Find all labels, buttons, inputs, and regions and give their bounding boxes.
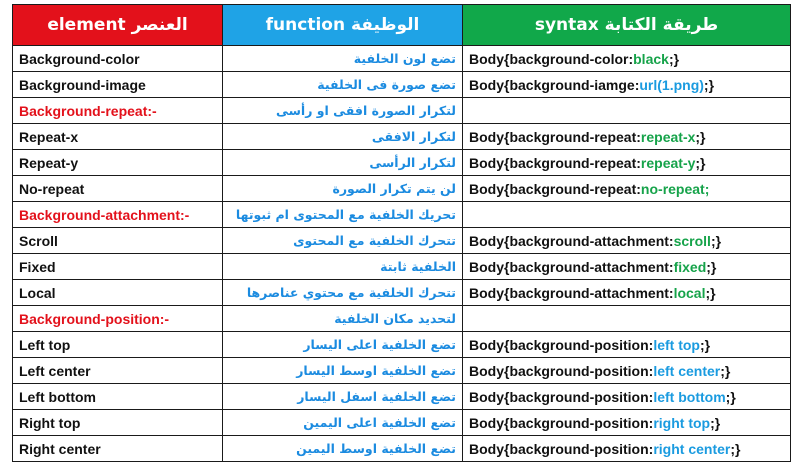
syntax-cell [463, 280, 791, 306]
element-cell: Repeat-x [13, 124, 223, 150]
syntax-cell [463, 202, 791, 228]
syntax-value: right top [653, 414, 711, 431]
function-cell: تضع الخلفية اوسط اليمين [223, 436, 463, 462]
element-cell: Left top [13, 332, 223, 358]
table-row [13, 384, 791, 410]
table-header-row [13, 5, 791, 46]
function-cell: لتكرار الصورة افقى او رأسى [223, 98, 463, 124]
element-cell: Left center [13, 358, 223, 384]
header-function-ar: الوظيفة [350, 15, 420, 35]
syntax-value: scroll [673, 232, 711, 249]
header-syntax-en: syntax [534, 15, 599, 35]
function-cell: تحريك الخلفية مع المحتوى ام ثبوتها [223, 202, 463, 228]
syntax-value: local [673, 284, 706, 301]
table-row [13, 410, 791, 436]
section-heading-cell: Background-repeat:- [13, 98, 223, 124]
table-row [13, 176, 791, 202]
function-cell: تتحرك الخلفية مع المحتوى [223, 228, 463, 254]
function-cell: الخلفية ثابتة [223, 254, 463, 280]
element-cell: Right top [13, 410, 223, 436]
function-cell: تضع الخلفية اعلى اليمين [223, 410, 463, 436]
table-row [13, 202, 791, 228]
syntax-cell [463, 306, 791, 332]
syntax-closing: ;} [703, 76, 715, 93]
element-cell: Repeat-y [13, 150, 223, 176]
syntax-property: Body{background-repeat: [469, 128, 641, 145]
function-cell: لتحديد مكان الخلفية [223, 306, 463, 332]
syntax-cell [463, 98, 791, 124]
syntax-closing: ;} [706, 258, 717, 275]
syntax-closing: ;} [695, 154, 706, 171]
header-element-ar: العنصر [131, 15, 188, 35]
syntax-cell [463, 436, 791, 462]
syntax-cell [463, 254, 791, 280]
syntax-property: Body{background-position: [469, 362, 654, 379]
syntax-property: Body{background-position: [469, 336, 654, 353]
syntax-closing: ;} [699, 336, 711, 353]
header-function-en: function [265, 15, 346, 35]
syntax-cell [463, 46, 791, 72]
syntax-value: fixed [673, 258, 707, 275]
element-cell: Background-image [13, 72, 223, 98]
function-cell: تضع الخلفية اوسط اليسار [223, 358, 463, 384]
table-row [13, 332, 791, 358]
syntax-property: Body{background-attachment: [469, 232, 674, 249]
header-element [13, 5, 223, 46]
function-cell: لن يتم تكرار الصورة [223, 176, 463, 202]
table-row [13, 98, 791, 124]
syntax-value: left center [653, 362, 721, 379]
syntax-property: Body{background-repeat: [469, 154, 641, 171]
function-cell: تضع الخلفية اسفل اليسار [223, 384, 463, 410]
table-row [13, 254, 791, 280]
table-row [13, 150, 791, 176]
syntax-value: left bottom [653, 388, 726, 405]
syntax-closing: ;} [720, 362, 731, 379]
syntax-cell [463, 410, 791, 436]
syntax-value: black [633, 50, 669, 67]
syntax-value: left top [653, 336, 700, 353]
table-row [13, 228, 791, 254]
table-body [13, 46, 791, 462]
syntax-property: Body{background-attachment: [469, 284, 674, 301]
table-row [13, 280, 791, 306]
section-heading-cell: Background-position:- [13, 306, 223, 332]
syntax-property: Body{background-repeat: [469, 180, 641, 197]
element-cell: Left bottom [13, 384, 223, 410]
syntax-property: Body{background-position: [469, 414, 654, 431]
syntax-cell [463, 332, 791, 358]
syntax-value: right center [653, 440, 731, 457]
syntax-cell [463, 124, 791, 150]
syntax-closing: ;} [725, 388, 736, 405]
css-background-table-container [12, 4, 790, 462]
function-cell: تضع صورة فى الخلفية [223, 72, 463, 98]
header-element-en: element [47, 15, 126, 35]
syntax-property: Body{background-position: [469, 388, 654, 405]
header-function [223, 5, 463, 46]
function-cell: تضع لون الخلفية [223, 46, 463, 72]
syntax-property: Body{background-iamge: [469, 76, 640, 93]
header-syntax-ar: طريقة الكتابة [604, 15, 719, 35]
element-cell: Fixed [13, 254, 223, 280]
syntax-cell [463, 72, 791, 98]
syntax-closing: ;} [695, 128, 706, 145]
element-cell: Background-color [13, 46, 223, 72]
syntax-cell [463, 384, 791, 410]
syntax-value: no-repeat; [640, 180, 710, 197]
syntax-cell [463, 228, 791, 254]
syntax-closing: ;} [710, 232, 722, 249]
header-syntax [463, 5, 791, 46]
syntax-value: repeat-y [640, 154, 696, 171]
section-heading-cell: Background-attachment:- [13, 202, 223, 228]
syntax-closing: ;} [705, 284, 716, 301]
syntax-property: Body{background-position: [469, 440, 654, 457]
syntax-cell [463, 358, 791, 384]
syntax-property: Body{background-color: [469, 50, 634, 67]
element-cell: Scroll [13, 228, 223, 254]
syntax-closing: ;} [710, 414, 721, 431]
element-cell: Local [13, 280, 223, 306]
syntax-cell [463, 150, 791, 176]
function-cell: تضع الخلفية اعلى اليسار [223, 332, 463, 358]
syntax-cell [463, 176, 791, 202]
syntax-value: url(1.png) [639, 76, 704, 93]
table-row [13, 72, 791, 98]
table-row [13, 46, 791, 72]
table-row [13, 436, 791, 462]
table-row [13, 358, 791, 384]
table-row [13, 306, 791, 332]
element-cell: No-repeat [13, 176, 223, 202]
function-cell: تتحرك الخلفية مع محتوي عناصرها [223, 280, 463, 306]
syntax-value: repeat-x [640, 128, 696, 145]
element-cell: Right center [13, 436, 223, 462]
syntax-property: Body{background-attachment: [469, 258, 674, 275]
css-background-properties-table [12, 4, 791, 462]
table-row [13, 124, 791, 150]
function-cell: لتكرار الرأسى [223, 150, 463, 176]
syntax-closing: ;} [730, 440, 741, 457]
syntax-closing: ;} [668, 50, 680, 67]
function-cell: لتكرار الافقى [223, 124, 463, 150]
